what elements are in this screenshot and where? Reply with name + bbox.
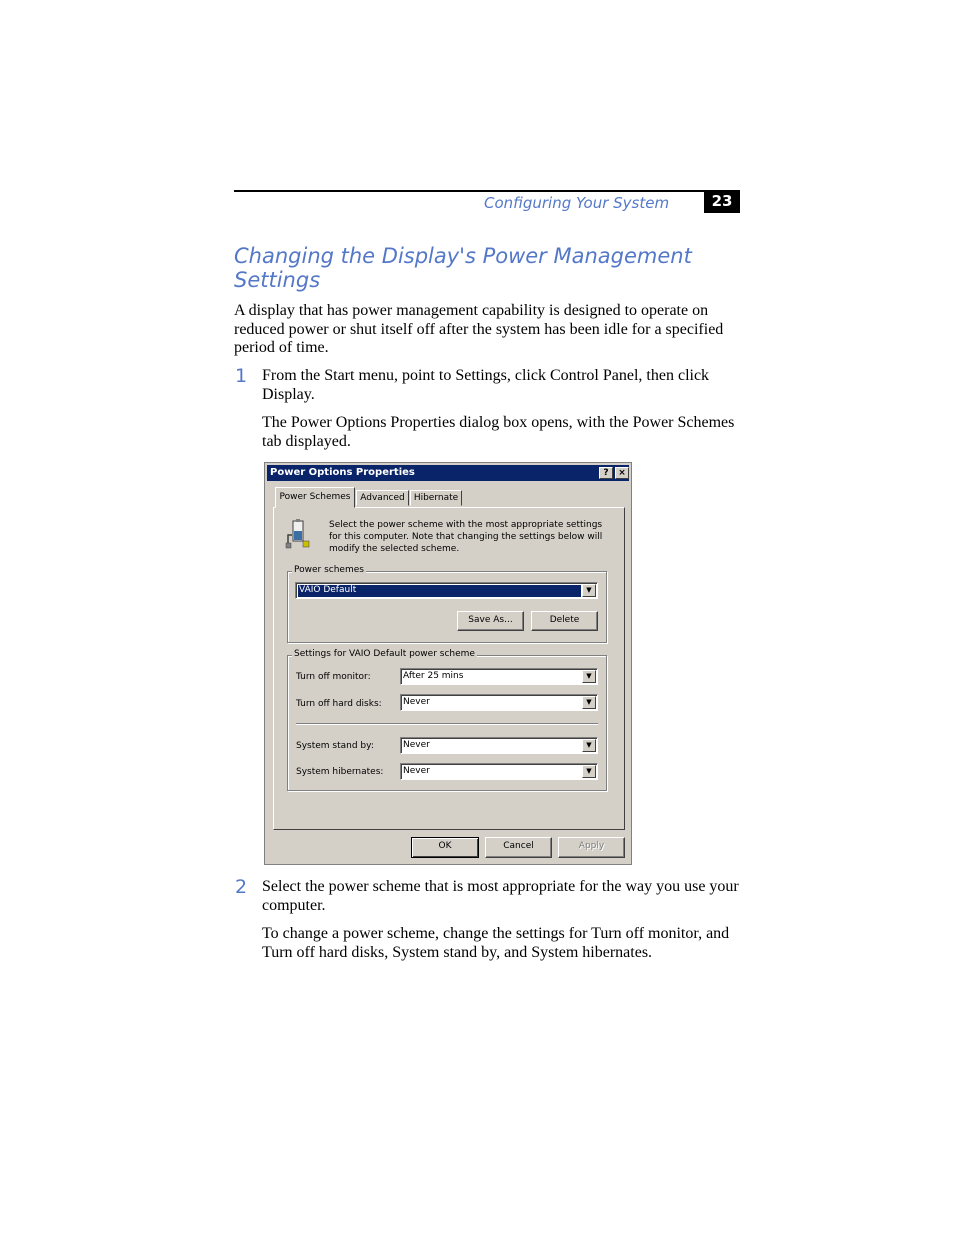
- chevron-down-icon[interactable]: ▼: [582, 584, 596, 597]
- chevron-down-icon[interactable]: ▼: [582, 696, 596, 709]
- step-result: To change a power scheme, change the settings for Turn off monitor, and Turn off hard disks, System stand by, and System hibernates.: [262, 925, 730, 961]
- tab-power-schemes[interactable]: Power Schemes: [275, 487, 355, 508]
- save-as-button[interactable]: Save As...: [457, 611, 524, 631]
- chevron-down-icon[interactable]: ▼: [582, 765, 596, 778]
- step-text: Select the power scheme that is most appropriate for the way you use your computer.: [262, 878, 739, 914]
- step-result: The Power Options Properties dialog box opens, with the Power Schemes tab displayed.: [262, 414, 735, 450]
- running-title: Configuring Your System: [484, 194, 670, 212]
- scheme-settings-group-label: Settings for VAIO Default power scheme: [294, 649, 475, 659]
- delete-button[interactable]: Delete: [531, 611, 598, 631]
- turn-off-hard-disks-label: Turn off hard disks:: [296, 699, 382, 709]
- step-text: From the Start menu, point to Settings, click Control Panel, then click Display.: [262, 367, 710, 403]
- system-standby-select[interactable]: [400, 737, 598, 754]
- turn-off-monitor-label: Turn off monitor:: [296, 672, 371, 682]
- chevron-down-icon[interactable]: ▼: [582, 739, 596, 752]
- system-hibernates-label: System hibernates:: [296, 767, 384, 777]
- turn-off-hard-disks-select[interactable]: [400, 694, 598, 711]
- power-scheme-value: VAIO Default: [298, 585, 581, 597]
- close-icon: ×: [618, 468, 626, 478]
- turn-off-monitor-value: After 25 mins: [403, 671, 464, 681]
- power-schemes-group-label: Power schemes: [294, 565, 364, 575]
- cancel-button[interactable]: Cancel: [485, 837, 552, 858]
- intro-paragraph: A display that has power management capability is designed to operate on reduced power or shut itself off after the system has been idle for a specified period of time.: [234, 302, 724, 356]
- step-number: 2: [235, 876, 248, 898]
- power-options-dialog: [264, 462, 632, 865]
- system-hibernates-value: Never: [403, 766, 430, 776]
- system-hibernates-select[interactable]: [400, 763, 598, 780]
- battery-plug-icon: [285, 517, 311, 549]
- power-scheme-select[interactable]: [295, 582, 598, 599]
- step-number: 1: [235, 365, 248, 387]
- scheme-description: Select the power scheme with the most appropriate settings for this computer. Note that changing the settings below will modify the selected scheme.: [329, 520, 603, 554]
- dialog-title: Power Options Properties: [270, 467, 415, 478]
- system-standby-label: System stand by:: [296, 741, 374, 751]
- close-button[interactable]: [615, 467, 629, 479]
- help-button[interactable]: [599, 467, 613, 479]
- tab-hibernate[interactable]: Hibernate: [410, 490, 462, 506]
- apply-button[interactable]: Apply: [558, 837, 625, 858]
- turn-off-hard-disks-value: Never: [403, 697, 430, 707]
- dialog-titlebar[interactable]: [267, 465, 629, 481]
- settings-divider: [296, 723, 598, 724]
- turn-off-monitor-select[interactable]: [400, 668, 598, 685]
- ok-button[interactable]: OK: [411, 837, 479, 858]
- section-heading: Changing the Display's Power Management Settings: [234, 244, 692, 292]
- tab-advanced[interactable]: Advanced: [356, 490, 409, 506]
- chevron-down-icon[interactable]: ▼: [582, 670, 596, 683]
- system-standby-value: Never: [403, 740, 430, 750]
- header-rule: [234, 190, 740, 192]
- help-icon: ?: [603, 468, 609, 478]
- page-number: 23: [704, 190, 740, 213]
